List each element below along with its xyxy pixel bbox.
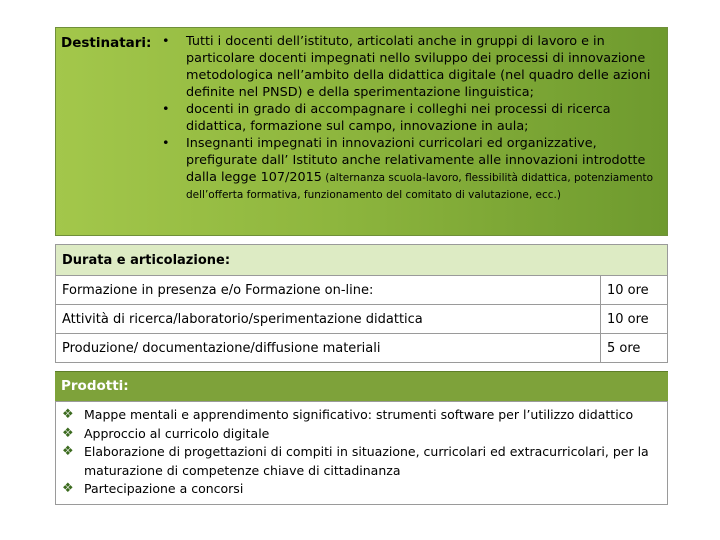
durata-row-label: Formazione in presenza e/o Formazione on-line: — [56, 276, 601, 305]
destinatari-item: Insegnanti impegnati in innovazioni curricolari ed organizzative, prefigurate dall’ Istituto anche relativamente alle innovazioni introdotte dalla legge 107/2015 — [186, 136, 646, 185]
destinatari-item: docenti in grado di accompagnare i colleghi nei processi di ricerca didattica, formazione sul campo, innovazione in aula; — [186, 102, 611, 134]
table-row — [56, 334, 668, 363]
list-item — [160, 101, 665, 135]
diamond-bullet-icon: ❖ — [62, 407, 74, 422]
list-item — [160, 135, 665, 203]
prodotti-header: Prodotti: — [55, 371, 668, 401]
table-row — [56, 305, 668, 334]
durata-row-value: 10 ore — [601, 305, 668, 334]
bullet-icon: • — [162, 34, 170, 49]
prodotti-item: Mappe mentali e apprendimento significativo: strumenti software per l’utilizzo didattico — [84, 407, 634, 422]
diamond-bullet-icon: ❖ — [62, 444, 74, 459]
list-item — [62, 425, 662, 444]
durata-header: Durata e articolazione: — [56, 245, 668, 276]
bullet-icon: • — [162, 136, 170, 151]
diamond-bullet-icon: ❖ — [62, 481, 74, 496]
destinatari-list — [160, 33, 665, 203]
table-header-row — [56, 245, 668, 276]
prodotti-list — [62, 406, 662, 499]
durata-row-label: Attività di ricerca/laboratorio/sperimentazione didattica — [56, 305, 601, 334]
list-item — [62, 480, 662, 499]
destinatari-note: (alternanza scuola-lavoro, flessibilità didattica, potenziamento dell’offerta formativa, funzionamento del comitato di valutazione, ecc.) — [186, 172, 654, 201]
prodotti-item: Partecipazione a concorsi — [84, 481, 244, 496]
durata-table — [55, 244, 668, 363]
prodotti-item: Approccio al curricolo digitale — [84, 425, 270, 441]
diamond-bullet-icon: ❖ — [62, 425, 74, 441]
durata-row-value: 5 ore — [601, 334, 668, 363]
durata-row-label: Produzione/ documentazione/diffusione materiali — [56, 334, 601, 363]
list-item — [62, 406, 662, 425]
list-item — [160, 33, 665, 101]
bullet-icon: • — [162, 102, 170, 117]
prodotti-item: Elaborazione di progettazioni di compiti in situazione, curricolari ed extracurricolari, per la maturazione di competenze chiave di cittadinanza — [84, 444, 649, 478]
list-item — [62, 443, 662, 480]
destinatari-label: Destinatari: — [61, 35, 152, 51]
durata-row-value: 10 ore — [601, 276, 668, 305]
table-row — [56, 276, 668, 305]
destinatari-item: Tutti i docenti dell’istituto, articolati anche in gruppi di lavoro e in particolare docenti impegnati nello sviluppo dei processi di innovazione metodologica nell’ambito della didattica digitale (nel quadro delle azioni definite nel PNSD) e della sperimentazione linguistica; — [186, 34, 651, 100]
